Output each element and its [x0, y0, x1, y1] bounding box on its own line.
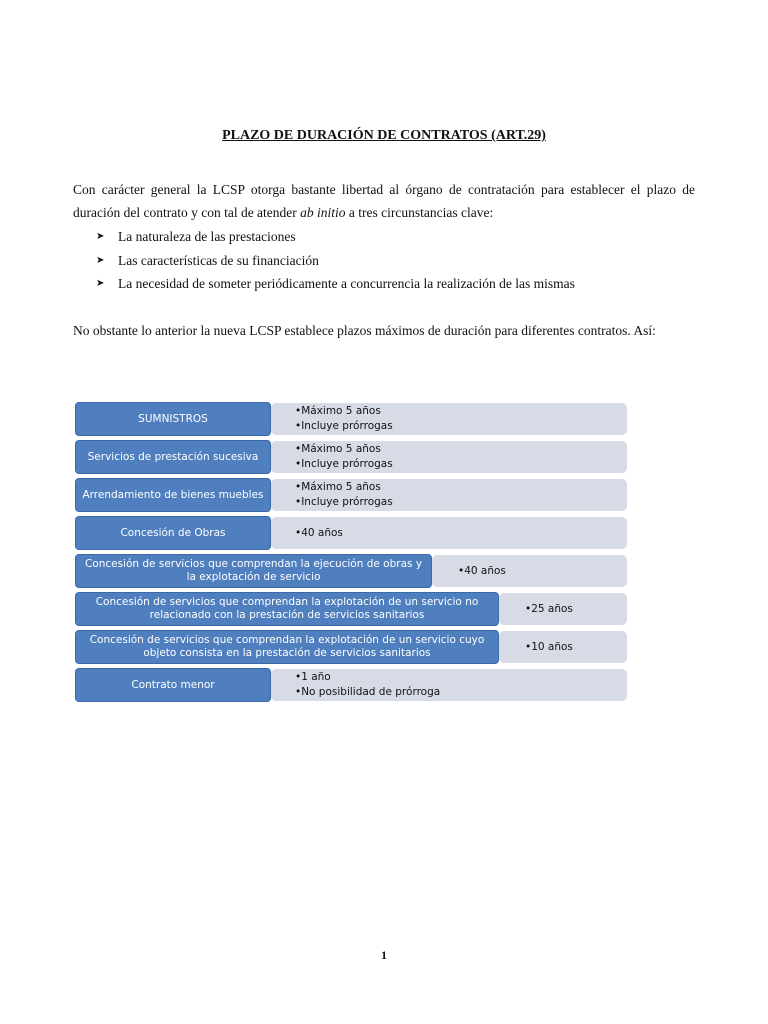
row-label-box: Concesión de servicios que comprendan la explotación de un servicio no relacionado con la prestación de servicios sanitarios [75, 592, 499, 626]
arrow-bullet-icon: ➤ [96, 278, 105, 289]
list-item [96, 225, 575, 249]
list-item [96, 249, 575, 273]
diagram-row-concesion-servicios-obras [75, 554, 627, 588]
intro-paragraph [73, 178, 695, 224]
diagram-row-arrendamiento [75, 478, 627, 512]
row-value-item: •40 años [458, 564, 506, 577]
arrow-bullet-icon: ➤ [96, 231, 105, 242]
list-item-text: Las características de su financiación [118, 252, 319, 268]
row-value-item: •10 años [525, 640, 573, 653]
intro-italic: ab initio [300, 205, 346, 220]
row-label-box: Arrendamiento de bienes muebles [75, 478, 271, 512]
row-label-box: Servicios de prestación sucesiva [75, 440, 271, 474]
row-value-item: •Máximo 5 años [295, 405, 381, 417]
row-value-item: •40 años [295, 526, 343, 539]
intro-text-2: a tres circunstancias clave: [345, 205, 494, 220]
row-label-box: Concesión de Obras [75, 516, 271, 550]
row-value-item: •Máximo 5 años [295, 481, 381, 493]
row-value-item: •Incluye prórrogas [295, 420, 393, 432]
row-label-box: Concesión de servicios que comprendan la ejecución de obras y la explotación de servicio [75, 554, 432, 588]
diagram-row-suministros [75, 402, 627, 436]
row-value-box [271, 403, 627, 435]
row-value-item: •Incluye prórrogas [295, 496, 393, 508]
row-value-item: •1 año [295, 671, 331, 683]
row-value-item: •25 años [525, 602, 573, 615]
diagram-row-concesion-no-sanitarios [75, 592, 627, 626]
row-value-box [432, 555, 627, 587]
list-item [96, 272, 575, 296]
document-title: PLAZO DE DURACIÓN DE CONTRATOS (ART.29) [222, 128, 546, 143]
diagram-row-concesion-obras [75, 516, 627, 550]
row-value-box [499, 631, 627, 663]
row-value-box [499, 593, 627, 625]
row-value-item: •No posibilidad de prórroga [295, 686, 441, 698]
row-value-item: •Incluye prórrogas [295, 458, 393, 470]
row-label-box: SUMNISTROS [75, 402, 271, 436]
list-item-text: La necesidad de someter periódicamente a concurrencia la realización de las mismas [118, 276, 575, 291]
row-value-item: •Máximo 5 años [295, 443, 381, 455]
diagram-row-contrato-menor [75, 668, 627, 702]
row-value-box [271, 441, 627, 473]
contract-duration-diagram [75, 402, 627, 706]
arrow-bullet-icon: ➤ [96, 254, 105, 266]
page-number: 1 [381, 948, 387, 962]
row-label-box: Concesión de servicios que comprendan la explotación de un servicio cuyo objeto consista en la prestación de servicios sanitarios [75, 630, 499, 664]
intro-text-1: Con carácter general la LCSP otorga bastante libertad al órgano de contratación para establecer el plazo de duración del contrato y con tal de atender [73, 182, 695, 220]
row-value-box [271, 669, 627, 701]
second-paragraph: No obstante lo anterior la nueva LCSP establece plazos máximos de duración para diferentes contratos. Así: [73, 323, 656, 338]
diagram-row-servicios [75, 440, 627, 474]
row-value-box [271, 479, 627, 511]
row-value-box [271, 517, 627, 549]
circumstances-list [96, 225, 575, 296]
list-item-text: La naturaleza de las prestaciones [118, 229, 296, 244]
row-label-box: Contrato menor [75, 668, 271, 702]
diagram-row-concesion-sanitarios [75, 630, 627, 664]
